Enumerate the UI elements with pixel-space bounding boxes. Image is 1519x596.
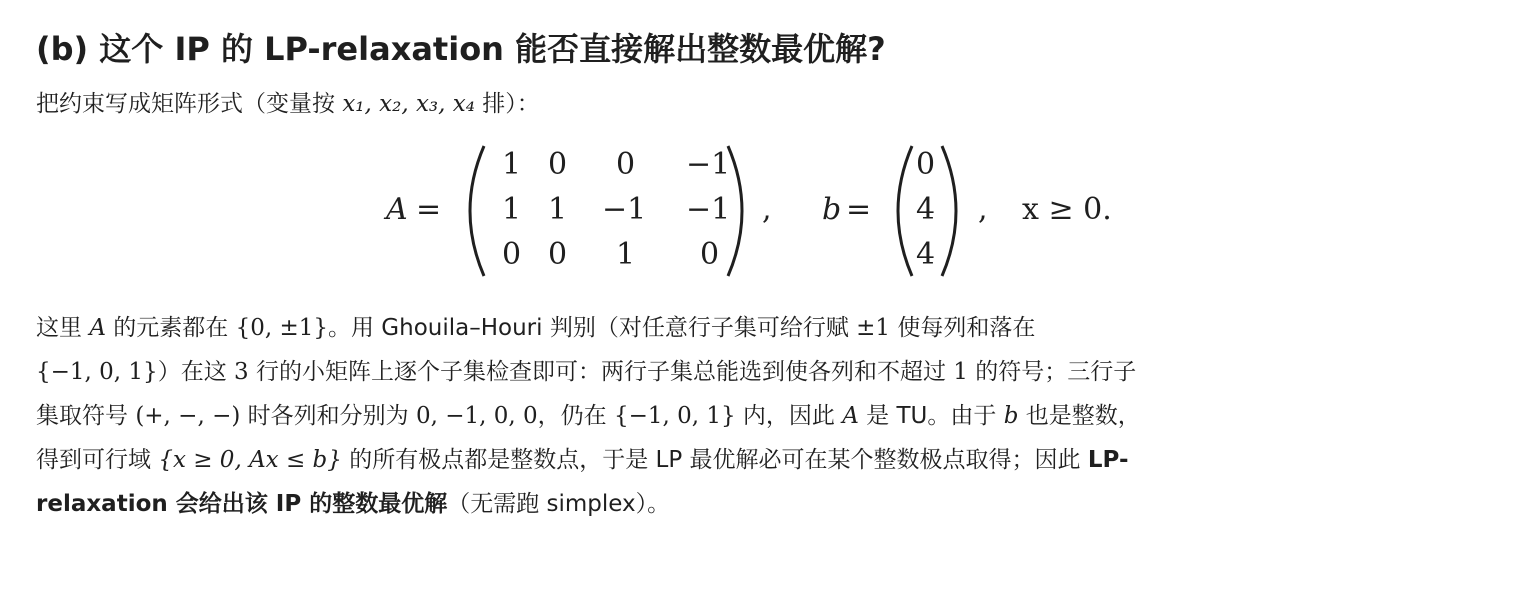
intro-line bbox=[36, 82, 1496, 126]
math-A: A bbox=[842, 403, 859, 429]
paragraph-line bbox=[36, 394, 1486, 438]
matrix-equation bbox=[36, 136, 1496, 286]
text-run: 也是整数， bbox=[1018, 403, 1141, 429]
math-set: {−1, 0, 1} bbox=[613, 403, 736, 429]
bold-conclusion: relaxation 会给出该 IP 的整数最优解 bbox=[36, 491, 448, 517]
section-heading: (b) 这个 IP 的 LP-relaxation 能否直接解出整数最优解? bbox=[36, 30, 886, 68]
matrix-A-label: A bbox=[386, 192, 408, 227]
equals-sign-b: = bbox=[846, 192, 872, 227]
math-signs: (+, −, −) bbox=[135, 403, 241, 429]
matrix-A-cell: 0 bbox=[548, 237, 568, 272]
text-run: ）在这 bbox=[157, 359, 234, 385]
vector-b-cell: 0 bbox=[916, 147, 936, 182]
text-run: （无需跑 simplex）。 bbox=[447, 491, 671, 517]
text-run: 这里 bbox=[36, 315, 90, 341]
document bbox=[36, 22, 1496, 526]
paragraph-line bbox=[36, 350, 1486, 394]
vector-b-cell: 4 bbox=[916, 237, 936, 272]
text-run: 内，因此 bbox=[735, 403, 843, 429]
text-run: 。用 Ghouila–Houri 判别（对任意行子集可给行赋 bbox=[328, 315, 857, 341]
matrix-A-cell: 1 bbox=[616, 237, 636, 272]
matrix-A-cell: −1 bbox=[686, 147, 731, 182]
paragraph-line bbox=[36, 306, 1486, 350]
matrix-A-cell: 1 bbox=[502, 147, 522, 182]
equals-sign-A: = bbox=[416, 192, 442, 227]
text-run: 使每列和落在 bbox=[890, 315, 1036, 341]
matrix-A-cell: −1 bbox=[686, 192, 731, 227]
intro-text: 把约束写成矩阵形式（变量按 bbox=[36, 91, 343, 117]
matrix-A-cell: 0 bbox=[616, 147, 636, 182]
text-run: 的符号；三行子 bbox=[967, 359, 1137, 385]
comma-separator: , bbox=[762, 192, 772, 227]
math-pm-one: ±1 bbox=[856, 315, 891, 341]
text-run: 的所有极点都是整数点，于是 LP 最优解必可在某个整数极点取得；因此 bbox=[341, 447, 1088, 473]
matrix-A-cell: −1 bbox=[602, 192, 647, 227]
vector-b-label: b bbox=[822, 192, 842, 227]
vector-b-cell: 4 bbox=[916, 192, 936, 227]
text-run: 是 TU。由于 bbox=[858, 403, 1004, 429]
matrix-A-cell: 0 bbox=[700, 237, 720, 272]
math-column-sums: 0, −1, 0, 0 bbox=[415, 403, 538, 429]
math-A: A bbox=[89, 315, 106, 341]
math-set: {−1, 0, 1} bbox=[36, 359, 158, 385]
math-number: 3 bbox=[234, 359, 249, 385]
math-feasible-set: {x ≥ 0, Ax ≤ b} bbox=[158, 447, 342, 473]
nonnegativity-constraint: x ≥ 0. bbox=[1022, 192, 1112, 227]
text-run: 时各列和分别为 bbox=[240, 403, 416, 429]
math-b: b bbox=[1003, 403, 1019, 429]
matrix-A-left-paren bbox=[470, 146, 484, 276]
paragraph-line bbox=[36, 438, 1486, 482]
text-run: 集取符号 bbox=[36, 403, 136, 429]
text-run: 行的小矩阵上逐个子集检查即可：两行子集总能选到使各列和不超过 bbox=[248, 359, 954, 385]
matrix-A-cell: 0 bbox=[502, 237, 522, 272]
vector-b-right-paren bbox=[942, 146, 956, 276]
text-run: 得到可行域 bbox=[36, 447, 159, 473]
math-number: 1 bbox=[953, 359, 968, 385]
matrix-A-cell: 1 bbox=[502, 192, 522, 227]
equation-svg bbox=[36, 136, 1496, 286]
variable-list: x₁, x₂, x₃, x₄ bbox=[342, 91, 475, 117]
bold-conclusion: LP- bbox=[1087, 447, 1129, 473]
paragraph-line bbox=[36, 482, 1486, 526]
math-set: {0, ±1} bbox=[235, 315, 328, 341]
comma-separator: , bbox=[978, 192, 988, 227]
intro-tail: 排）： bbox=[474, 91, 540, 117]
matrix-A-cell: 1 bbox=[548, 192, 568, 227]
matrix-A-cell: 0 bbox=[548, 147, 568, 182]
text-run: 的元素都在 bbox=[105, 315, 236, 341]
vector-b-left-paren bbox=[898, 146, 912, 276]
text-run: ，仍在 bbox=[537, 403, 614, 429]
explanation-paragraph bbox=[36, 306, 1486, 526]
